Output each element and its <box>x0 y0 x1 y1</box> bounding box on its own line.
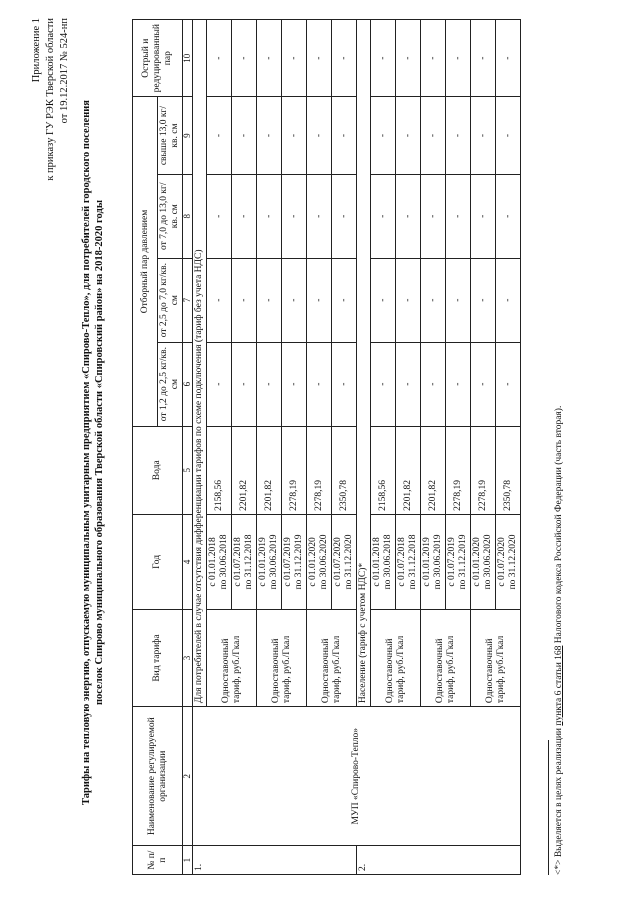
period-cell <box>371 514 396 609</box>
period-cell <box>496 514 521 609</box>
period-to: по 30.06.2020 <box>483 534 493 590</box>
header-steam-4: свыше 13,0 кг/кв. см <box>158 97 183 174</box>
empty-value-dash: - <box>232 20 257 97</box>
empty-value-dash: - <box>332 174 357 258</box>
period-from: с 01.01.2019 <box>422 537 432 587</box>
tariff-type: Одноставочный тариф, руб./Гкал <box>207 609 257 706</box>
empty-value-dash: - <box>332 97 357 174</box>
column-number: 5 <box>183 426 193 514</box>
period-to: по 30.06.2018 <box>383 534 393 590</box>
organization-name: МУП «Спирово-Тепло» <box>193 707 521 846</box>
empty-value-dash: - <box>421 20 446 97</box>
column-number: 7 <box>183 258 193 342</box>
empty-value-dash: - <box>396 342 421 426</box>
appendix-line-3: от 19.12.2017 № 524-нп <box>59 18 70 124</box>
empty-value-dash: - <box>332 258 357 342</box>
water-tariff-value: 2278,19 <box>446 426 471 514</box>
water-tariff-value: 2278,19 <box>471 426 496 514</box>
empty-value-dash: - <box>257 20 282 97</box>
document-title-line-2: поселок Спирово муниципального образования Тверской области «Спировский район» на 2018-2020 годы <box>94 199 105 706</box>
empty-value-dash: - <box>371 174 396 258</box>
water-tariff-value: 2158,56 <box>371 426 396 514</box>
appendix-line-1: Приложение 1 <box>31 18 42 83</box>
empty-value-dash: - <box>232 342 257 426</box>
empty-value-dash: - <box>421 342 446 426</box>
empty-value-dash: - <box>307 342 332 426</box>
column-number: 8 <box>183 174 193 258</box>
empty-value-dash: - <box>446 174 471 258</box>
period-cell <box>282 514 307 609</box>
period-cell <box>471 514 496 609</box>
empty-value-dash: - <box>471 258 496 342</box>
column-number: 2 <box>183 707 193 846</box>
column-number: 9 <box>183 97 193 174</box>
empty-value-dash: - <box>207 97 232 174</box>
header-steam-2: от 2,5 до 7,0 кг/кв. см <box>158 258 183 342</box>
empty-value-dash: - <box>446 342 471 426</box>
empty-value-dash: - <box>446 20 471 97</box>
empty-value-dash: - <box>282 97 307 174</box>
section-header-row <box>193 20 207 875</box>
tariff-type: Одноставочный тариф, руб./Гкал <box>371 609 421 706</box>
empty-value-dash: - <box>282 20 307 97</box>
empty-value-dash: - <box>282 342 307 426</box>
empty-value-dash: - <box>371 20 396 97</box>
empty-value-dash: - <box>421 174 446 258</box>
water-tariff-value: 2278,19 <box>307 426 332 514</box>
document-title-line-1: Тарифы на тепловую энергию, отпускаемую муниципальным унитарным предприятием «Спирово-Тепло», для потребителей городского поселения <box>81 100 92 805</box>
period-cell <box>446 514 471 609</box>
empty-value-dash: - <box>332 342 357 426</box>
period-cell <box>332 514 357 609</box>
period-to: по 31.12.2018 <box>244 534 254 590</box>
empty-value-dash: - <box>396 174 421 258</box>
period-to: по 30.06.2018 <box>219 534 229 590</box>
empty-value-dash: - <box>471 174 496 258</box>
water-tariff-value: 2201,82 <box>232 426 257 514</box>
period-to: по 31.12.2020 <box>344 534 354 590</box>
empty-value-dash: - <box>307 258 332 342</box>
period-to: по 31.12.2020 <box>508 534 518 590</box>
empty-value-dash: - <box>496 258 521 342</box>
appendix-line-2: к приказу ГУ РЭК Тверской области <box>45 18 56 181</box>
column-numbers-row <box>183 20 193 875</box>
period-from: с 01.07.2020 <box>497 537 507 587</box>
column-number: 3 <box>183 609 193 706</box>
footnote-law-reference: пункта 6 статьи 168 <box>554 645 564 726</box>
water-tariff-value: 2201,82 <box>257 426 282 514</box>
empty-value-dash: - <box>307 20 332 97</box>
period-from: с 01.07.2018 <box>397 537 407 587</box>
appendix-reference <box>30 18 72 223</box>
footnote-text-start: <*> Выделяется в целях реализации <box>554 725 564 875</box>
empty-value-dash: - <box>421 258 446 342</box>
empty-value-dash: - <box>207 174 232 258</box>
water-tariff-value: 2158,56 <box>207 426 232 514</box>
period-cell <box>207 514 232 609</box>
period-from: с 01.01.2018 <box>372 537 382 587</box>
header-water: Вода <box>133 426 183 514</box>
empty-value-dash: - <box>257 97 282 174</box>
empty-value-dash: - <box>207 20 232 97</box>
column-number: 1 <box>183 846 193 875</box>
period-from: с 01.01.2020 <box>308 537 318 587</box>
row-number: 2. <box>357 846 521 875</box>
tariff-type: Одноставочный тариф, руб./Гкал <box>471 609 521 706</box>
empty-value-dash: - <box>396 258 421 342</box>
header-steam-group: Отборный пар давлением <box>133 97 158 426</box>
document-title <box>80 16 106 889</box>
footnote-text-end: Налогового кодекса Российской Федерации (часть вторая). <box>554 405 564 646</box>
tariff-type: Одноставочный тариф, руб./Гкал <box>257 609 307 706</box>
empty-value-dash: - <box>207 258 232 342</box>
header-tariff-type: Вид тарифа <box>133 609 183 706</box>
empty-value-dash: - <box>496 97 521 174</box>
water-tariff-value: 2350,78 <box>332 426 357 514</box>
empty-value-dash: - <box>471 97 496 174</box>
empty-value-dash: - <box>496 20 521 97</box>
period-from: с 01.07.2019 <box>283 537 293 587</box>
empty-value-dash: - <box>446 97 471 174</box>
column-number: 4 <box>183 514 193 609</box>
period-cell <box>307 514 332 609</box>
section-title: Для потребителей в случае отсутствия дифференциации тарифов по схеме подключения (тариф без учета НДС) <box>193 20 207 707</box>
empty-value-dash: - <box>282 258 307 342</box>
period-to: по 30.06.2019 <box>433 534 443 590</box>
header-steam-1: от 1,2 до 2,5 кг/кв. см <box>158 342 183 426</box>
empty-value-dash: - <box>496 342 521 426</box>
empty-value-dash: - <box>257 174 282 258</box>
empty-value-dash: - <box>257 258 282 342</box>
period-from: с 01.07.2020 <box>333 537 343 587</box>
period-cell <box>257 514 282 609</box>
empty-value-dash: - <box>332 20 357 97</box>
empty-value-dash: - <box>496 174 521 258</box>
empty-value-dash: - <box>371 342 396 426</box>
empty-value-dash: - <box>371 97 396 174</box>
period-to: по 31.12.2018 <box>408 534 418 590</box>
column-number: 10 <box>183 20 193 97</box>
period-to: по 30.06.2019 <box>269 534 279 590</box>
empty-value-dash: - <box>257 342 282 426</box>
period-to: по 31.12.2019 <box>294 534 304 590</box>
period-to: по 31.12.2019 <box>458 534 468 590</box>
empty-value-dash: - <box>396 97 421 174</box>
header-num: № п/п <box>133 846 183 875</box>
water-tariff-value: 2201,82 <box>421 426 446 514</box>
empty-value-dash: - <box>396 20 421 97</box>
period-from: с 01.07.2018 <box>233 537 243 587</box>
empty-value-dash: - <box>232 258 257 342</box>
period-cell <box>396 514 421 609</box>
empty-value-dash: - <box>371 258 396 342</box>
period-from: с 01.01.2019 <box>258 537 268 587</box>
header-org: Наименование регулируемой организации <box>133 707 183 846</box>
footnote-divider <box>548 740 549 875</box>
empty-value-dash: - <box>232 174 257 258</box>
empty-value-dash: - <box>471 342 496 426</box>
header-sharp-steam: Острый и редуцированный пар <box>133 20 183 97</box>
section-title: Население (тариф с учетом НДС)* <box>357 20 371 707</box>
period-cell <box>421 514 446 609</box>
period-cell <box>232 514 257 609</box>
water-tariff-value: 2350,78 <box>496 426 521 514</box>
water-tariff-value: 2278,19 <box>282 426 307 514</box>
empty-value-dash: - <box>307 97 332 174</box>
empty-value-dash: - <box>446 258 471 342</box>
header-year: Год <box>133 514 183 609</box>
period-to: по 30.06.2020 <box>319 534 329 590</box>
period-from: с 01.01.2020 <box>472 537 482 587</box>
column-number: 6 <box>183 342 193 426</box>
tariff-type: Одноставочный тариф, руб./Гкал <box>421 609 471 706</box>
header-steam-3: от 7,0 до 13,0 кг/кв. см <box>158 174 183 258</box>
empty-value-dash: - <box>232 97 257 174</box>
water-tariff-value: 2201,82 <box>396 426 421 514</box>
empty-value-dash: - <box>207 342 232 426</box>
row-number: 1. <box>193 846 357 875</box>
period-from: с 01.01.2018 <box>208 537 218 587</box>
empty-value-dash: - <box>421 97 446 174</box>
empty-value-dash: - <box>282 174 307 258</box>
footnote <box>553 19 565 875</box>
empty-value-dash: - <box>307 174 332 258</box>
period-from: с 01.07.2019 <box>447 537 457 587</box>
empty-value-dash: - <box>471 20 496 97</box>
tariff-table <box>132 19 521 875</box>
tariff-type: Одноставочный тариф, руб./Гкал <box>307 609 357 706</box>
